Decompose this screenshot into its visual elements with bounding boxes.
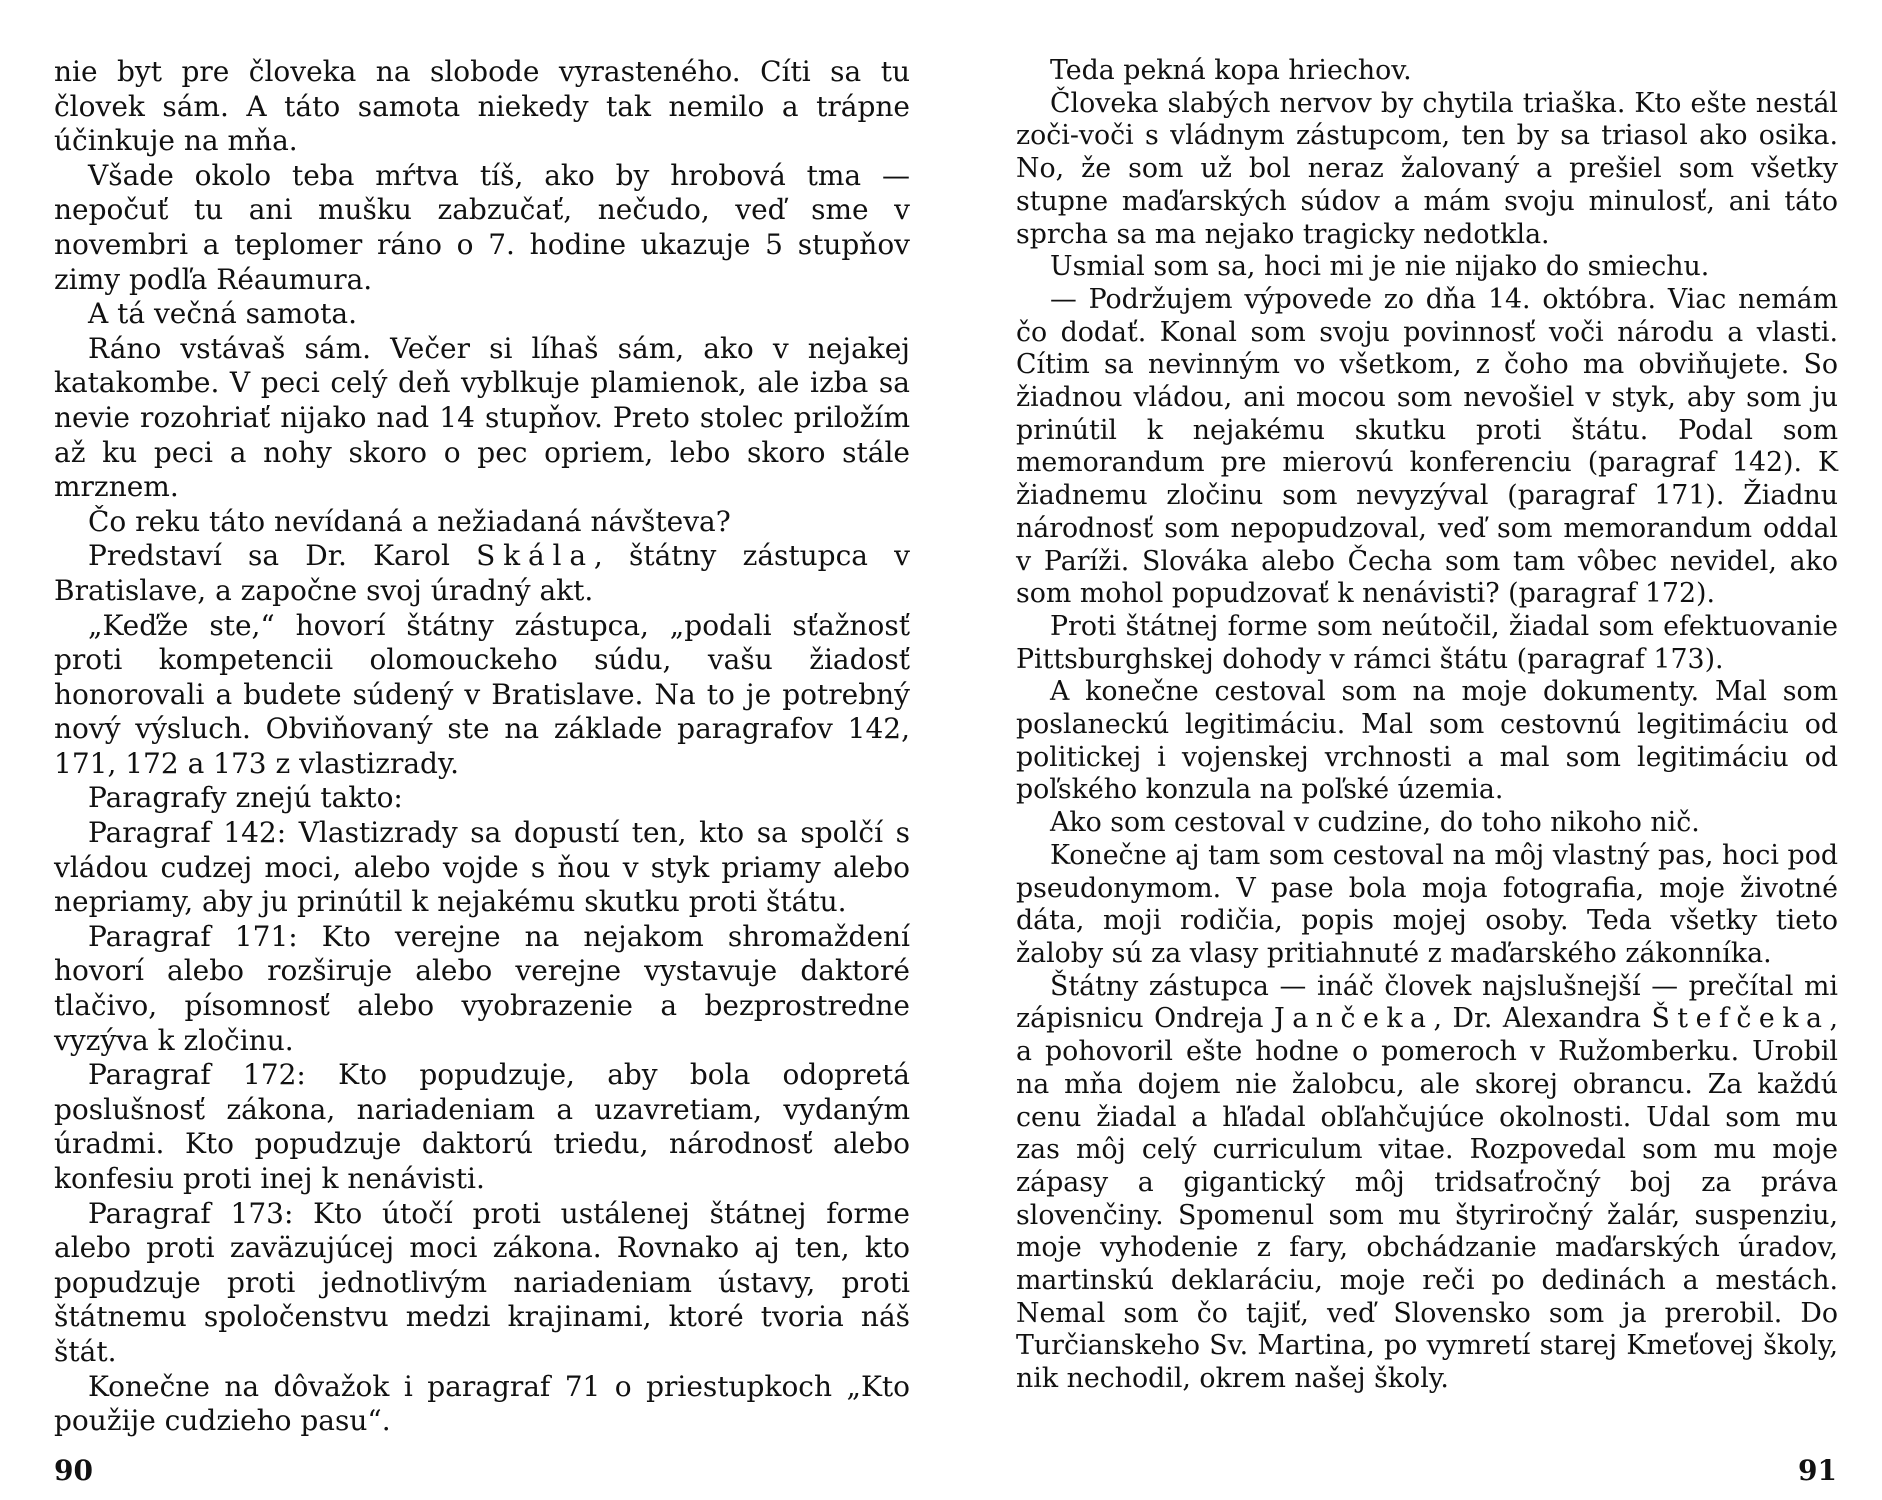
- text-run: , Dr. Alexandra: [1433, 1003, 1652, 1035]
- page-number-right: 91: [1798, 1454, 1837, 1487]
- paragraph: Paragrafy znejú takto:: [88, 781, 403, 815]
- paragraph: Ráno vstávaš sám. Večer si líhaš sám, ako v nejakej katakombe. V peci celý deň vyblkuje plamienok, ale izba sa nevie rozohriať nijako nad 14 stupňov. Preto stolec priložím až ku peci a nohy skoro o pec opriem, lebo skoro stále mrznem.: [54, 331, 910, 504]
- text-run: , štátny zástupca v Bratislave, a započne svoj úradný akt.: [54, 539, 910, 607]
- paragraph: Usmial som sa, hoci mi je nie nijako do smiechu.: [1050, 251, 1710, 283]
- spaced-name: Jančeka: [1273, 1003, 1434, 1035]
- right-page: [1016, 55, 1838, 1396]
- paragraph: Ako som cestoval v cudzine, do toho nikoho nič.: [1050, 807, 1700, 839]
- text-run: Štátny zástupca — ináč človek najslušnejší — prečítal mi zápisnicu Ondreja: [1016, 970, 1838, 1035]
- left-page: [54, 55, 910, 1439]
- paragraph: Všade okolo teba mŕtva tíš, ako by hrobová tma — nepočuť tu ani mušku zabzučať, nečudo, veď sme v novembri a teplomer ráno o 7. hodine ukazuje 5 stupňov zimy podľa Réaumura.: [54, 158, 910, 296]
- paragraph: nie byt pre človeka na slobode vyrasteného. Cíti sa tu človek sám. A táto samota niekedy tak nemilo a trápne účinkuje na mňa.: [54, 55, 910, 158]
- paragraph: Teda pekná kopa hriechov.: [1050, 55, 1412, 86]
- spaced-name: Štefčeka: [1651, 1003, 1830, 1035]
- paragraph: Paragraf 172: Kto popudzuje, aby bola odopretá poslušnosť zákona, nariadeniam a uzavretiam, vydaným úradmi. Kto popudzuje daktorú triedu, národnosť alebo konfesiu proti inej k nenávisti.: [54, 1058, 910, 1195]
- spaced-name: Skála: [476, 539, 594, 573]
- paragraph: „Keďže ste,“ hovorí štátny zástupca, „podali sťažnosť proti kompetencii olomouckeho súdu, vašu žiadosť honorovali a budete súdený v Bratislave. Na to je potrebný nový výsluch. Obviňovaný ste na základe paragrafov 142, 171, 172 a 173 z vlastizrady.: [54, 608, 910, 780]
- paragraph: A konečne cestoval som na moje dokumenty. Mal som poslaneckú legitimáciu. Mal som cestovnú legitimáciu od politickej i vojenskej vrchnosti a mal som legitimáciu od poľského konzula na poľské územia.: [1016, 676, 1838, 806]
- text-run: , a pohovoril ešte hodne o pomeroch v Ružomberku. Urobil na mňa dojem nie žalobcu, ale skorej obrancu. Za každú cenu žiadal a hľadal obľahčujúce okolnosti. Udal som mu zas môj celý curriculum vitae. Rozpovedal som mu moje zápasy a gigantický môj tridsaťročný boj za práva slovenčiny. Spomenul som mu štyriročný žalár, suspenziu, moje vyhodenie z fary, obchádzanie maďarských úradov, martinskú deklaráciu, moje reči po dedinách a mestách. Nemal som čo tajiť, veď Slovensko som ja prerobil. Do Turčianskeho Sv. Martina, po vymretí starej Kmeťovej školy, nik nechodil, okrem našej školy.: [1016, 1003, 1838, 1395]
- paragraph: Čo reku táto nevídaná a nežiadaná návšteva?: [88, 504, 731, 538]
- page-number-left: 90: [54, 1454, 93, 1487]
- paragraph: Paragraf 171: Kto verejne na nejakom shromaždení hovorí alebo rozširuje alebo verejne vystavuje daktoré tlačivo, písomnosť alebo vyobrazenie a bezprostredne vyzýva k zločinu.: [54, 919, 910, 1057]
- paragraph: Paragraf 142: Vlastizrady sa dopustí ten, kto sa spolčí s vládou cudzej moci, alebo vojde s ňou v styk priamy alebo nepriamy, aby ju prinútil k nejakému skutku proti štátu.: [54, 816, 910, 919]
- paragraph: Konečne aj tam som cestoval na môj vlastný pas, hoci pod pseudonymom. V pase bola moja fotografia, moje životné dáta, moji rodičia, popis mojej osoby. Teda všetky tieto žaloby sú za vlasy pritiahnuté z maďarského zákonníka.: [1016, 839, 1838, 969]
- text-run: Predstaví sa Dr. Karol: [88, 539, 477, 573]
- paragraph: Človeka slabých nervov by chytila triaška. Kto ešte nestál zoči-voči s vládnym zástupcom, ten by sa triasol ako osika. No, že som už bol neraz žalovaný a prešiel som všetky stupne maďarských súdov a mám svoju minulosť, ani táto sprcha sa ma nejako tragicky nedotkla.: [1016, 87, 1838, 250]
- paragraph: Konečne na dôvažok i paragraf 71 o priestupkoch „Kto použije cudzieho pasu“.: [54, 1369, 910, 1438]
- paragraph: — Podržujem výpovede zo dňa 14. októbra. Viac nemám čo dodať. Konal som svoju povinnosť voči národu a vlasti. Cítim sa nevinným vo všetkom, z čoho ma obviňujete. So žiadnou vládou, ani mocou som nevošiel v styk, aby som ju prinútil k nejakému skutku proti štátu. Podal som memorandum pre mierovú konferenciu (paragraf 142). K žiadnemu zločinu som nevyzýval (paragraf 171). Žiadnu národnosť som nepopudzoval, veď som memorandum oddal v Paríži. Slováka alebo Čecha som tam vôbec nevidel, ako som mohol popudzovať k nenávisti? (paragraf 172).: [1016, 283, 1838, 610]
- paragraph: [1016, 971, 1838, 1396]
- paragraph: [54, 539, 910, 608]
- paragraph: Paragraf 173: Kto útočí proti ustálenej štátnej forme alebo proti zaväzujúcej moci zákona. Rovnako aj ten, kto popudzuje proti jednotlivým nariadeniam ústavy, proti štátnemu spoločenstvu medzi krajinami, ktoré tvoria náš štát.: [54, 1196, 910, 1368]
- paragraph: A tá večná samota.: [88, 297, 357, 331]
- paragraph: Proti štátnej forme som neútočil, žiadal som efektuovanie Pittsburghskej dohody v rámci štátu (paragraf 173).: [1016, 610, 1838, 675]
